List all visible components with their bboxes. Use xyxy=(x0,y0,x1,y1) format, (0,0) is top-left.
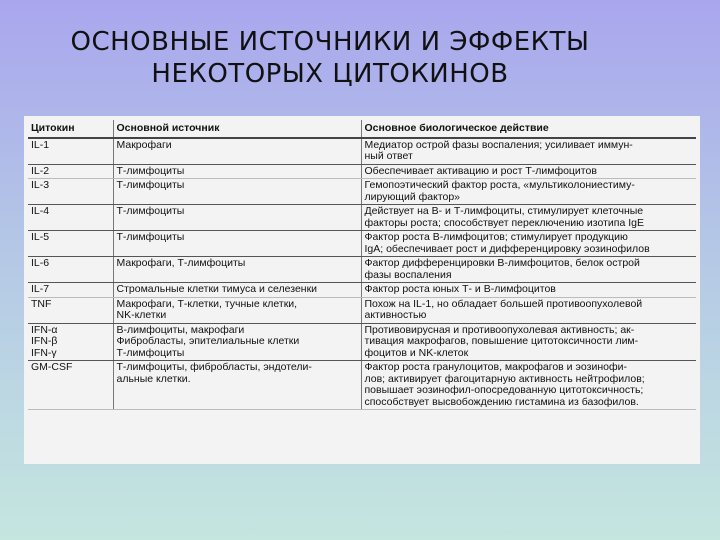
table-row xyxy=(28,257,696,283)
effect-cell: Фактор дифференцировки В-лимфоцитов, белок острой фазы воспаления xyxy=(361,257,696,283)
header-source: Основной источник xyxy=(113,120,361,138)
effect-cell: Фактор роста юных Т- и В-лимфоцитов xyxy=(361,283,696,298)
source-cell: Макрофаги xyxy=(113,138,361,165)
table-row xyxy=(28,283,696,298)
cytokine-cell: IL-1 xyxy=(28,138,113,165)
source-cell: Т-лимфоциты xyxy=(113,179,361,205)
table-row xyxy=(28,205,696,231)
source-cell: Т-лимфоциты, фибробласты, эндотели- альные клетки. xyxy=(113,361,361,410)
source-cell: Т-лимфоциты xyxy=(113,164,361,179)
cytokine-table xyxy=(28,120,696,410)
table-row xyxy=(28,323,696,361)
slide-title xyxy=(0,26,660,90)
source-cell: Т-лимфоциты xyxy=(113,205,361,231)
table-row xyxy=(28,361,696,410)
effect-cell: Фактор роста В-лимфоцитов; стимулирует продукцию IgA; обеспечивает рост и дифференцировку эозинофилов xyxy=(361,231,696,257)
table-row xyxy=(28,164,696,179)
source-cell: Стромальные клетки тимуса и селезенки xyxy=(113,283,361,298)
effect-cell: Обеспечивает активацию и рост Т-лимфоцитов xyxy=(361,164,696,179)
source-cell: Макрофаги, Т-лимфоциты xyxy=(113,257,361,283)
cytokine-cell: IL-7 xyxy=(28,283,113,298)
cytokine-cell: IL-6 xyxy=(28,257,113,283)
header-effect: Основное биологическое действие xyxy=(361,120,696,138)
table-row xyxy=(28,179,696,205)
title-line-2: НЕКОТОРЫХ ЦИТОКИНОВ xyxy=(151,59,509,89)
source-cell: Т-лимфоциты xyxy=(113,231,361,257)
table-header-row xyxy=(28,120,696,138)
effect-cell: Противовирусная и противоопухолевая активность; ак- тивация макрофагов, повышение цитотоксичности лим- фоцитов и NK-клеток xyxy=(361,323,696,361)
header-cytokine: Цитокин xyxy=(28,120,113,138)
effect-cell: Действует на В- и Т-лимфоциты, стимулирует клеточные факторы роста; способствует переключению изотипа IgE xyxy=(361,205,696,231)
table-row xyxy=(28,231,696,257)
cytokine-cell: IL-3 xyxy=(28,179,113,205)
cytokine-table-panel xyxy=(24,116,700,464)
source-cell: Макрофаги, Т-клетки, тучные клетки, NK-клетки xyxy=(113,297,361,323)
title-line-1: ОСНОВНЫЕ ИСТОЧНИКИ И ЭФФЕКТЫ xyxy=(70,27,590,57)
effect-cell: Фактор роста гранулоцитов, макрофагов и эозинофи- лов; активирует фагоцитарную активность нейтрофилов; повышает эозинофил-опосредованную цитотоксичность; способствует высвобождению гистамина из базофилов. xyxy=(361,361,696,410)
cytokine-cell: TNF xyxy=(28,297,113,323)
effect-cell: Гемопоэтический фактор роста, «мультиколониестиму- лирующий фактор» xyxy=(361,179,696,205)
effect-cell: Похож на IL-1, но обладает большей противоопухолевой активностью xyxy=(361,297,696,323)
source-cell: В-лимфоциты, макрофаги Фибробласты, эпителиальные клетки Т-лимфоциты xyxy=(113,323,361,361)
cytokine-cell: IFN-α IFN-β IFN-γ xyxy=(28,323,113,361)
effect-cell: Медиатор острой фазы воспаления; усиливает иммун- ный ответ xyxy=(361,138,696,165)
table-row xyxy=(28,297,696,323)
cytokine-cell: IL-4 xyxy=(28,205,113,231)
cytokine-cell: GM-CSF xyxy=(28,361,113,410)
cytokine-cell: IL-5 xyxy=(28,231,113,257)
cytokine-cell: IL-2 xyxy=(28,164,113,179)
table-row xyxy=(28,138,696,165)
